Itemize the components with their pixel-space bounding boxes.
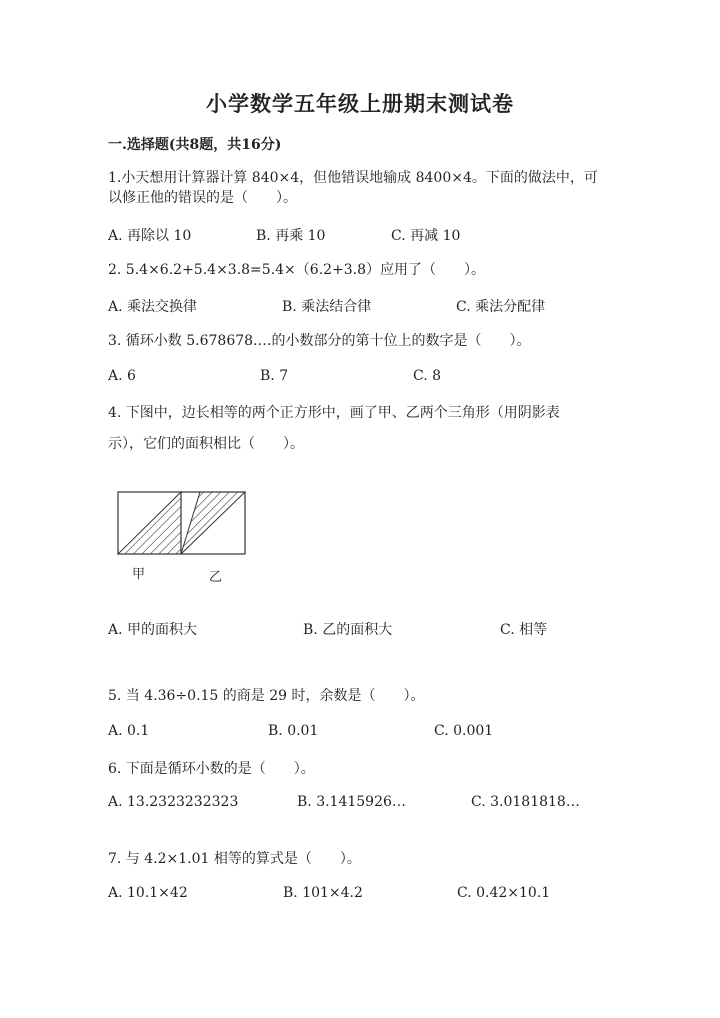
- question-3-option-c: C. 8: [413, 368, 442, 384]
- question-7-option-a: A. 10.1×42: [108, 885, 188, 901]
- question-1-option-c: C. 再减 10: [391, 228, 461, 244]
- triangle-yi-shaded: [181, 492, 245, 554]
- section-heading: 一.选择题(共8题，共16分): [108, 137, 282, 153]
- page-title: 小学数学五年级上册期末测试卷: [206, 91, 514, 116]
- question-7-line-1: 7. 与 4.2×1.01 相等的算式是（ ）。: [108, 851, 361, 867]
- question-4-option-c: C. 相等: [500, 622, 548, 638]
- question-3-option-a: A. 6: [108, 368, 136, 384]
- question-2-option-a: A. 乘法交换律: [108, 299, 198, 315]
- question-1-option-b: B. 再乘 10: [256, 228, 326, 244]
- question-7-option-c: C. 0.42×10.1: [457, 885, 551, 901]
- question-5-line-1: 5. 当 4.36÷0.15 的商是 29 时，余数是（ ）。: [108, 688, 425, 704]
- question-1-option-a: A. 再除以 10: [108, 228, 192, 244]
- figure-label-jia: 甲: [132, 567, 146, 582]
- triangle-jia-shaded: [118, 492, 181, 554]
- question-4-line-1: 4. 下图中，边长相等的两个正方形中，画了甲、乙两个三角形（用阴影表: [108, 405, 560, 421]
- question-2-option-b: B. 乘法结合律: [282, 299, 372, 315]
- figure-label-yi: 乙: [209, 570, 223, 585]
- question-6-option-a: A. 13.2323232323: [108, 794, 239, 810]
- question-6-line-1: 6. 下面是循环小数的是（ ）。: [108, 761, 315, 777]
- question-2-option-c: C. 乘法分配律: [456, 299, 546, 315]
- question-1-line-2: 以修正他的错误的是（ ）。: [108, 190, 297, 206]
- question-4-line-2: 示），它们的面积相比（ ）。: [108, 436, 304, 452]
- question-5-option-c: C. 0.001: [434, 723, 494, 739]
- question-5-option-b: B. 0.01: [268, 723, 319, 739]
- question-5-option-a: A. 0.1: [108, 723, 150, 739]
- question-3-option-b: B. 7: [260, 368, 289, 384]
- question-4-option-b: B. 乙的面积大: [303, 622, 393, 638]
- question-3-line-1: 3. 循环小数 5.678678.…的小数部分的第十位上的数字是（ ）。: [108, 333, 531, 349]
- question-4-option-a: A. 甲的面积大: [108, 622, 198, 638]
- question-6-option-b: B. 3.1415926…: [297, 794, 406, 810]
- question-6-option-c: C. 3.0181818…: [471, 794, 580, 810]
- question-2-line-1: 2. 5.4×6.2+5.4×3.8=5.4×（6.2+3.8）应用了（ ）。: [108, 262, 486, 278]
- question-7-option-b: B. 101×4.2: [283, 885, 363, 901]
- question-1-line-1: 1.小天想用计算器计算 840×4，但他错误地输成 8400×4。下面的做法中，可: [108, 170, 598, 186]
